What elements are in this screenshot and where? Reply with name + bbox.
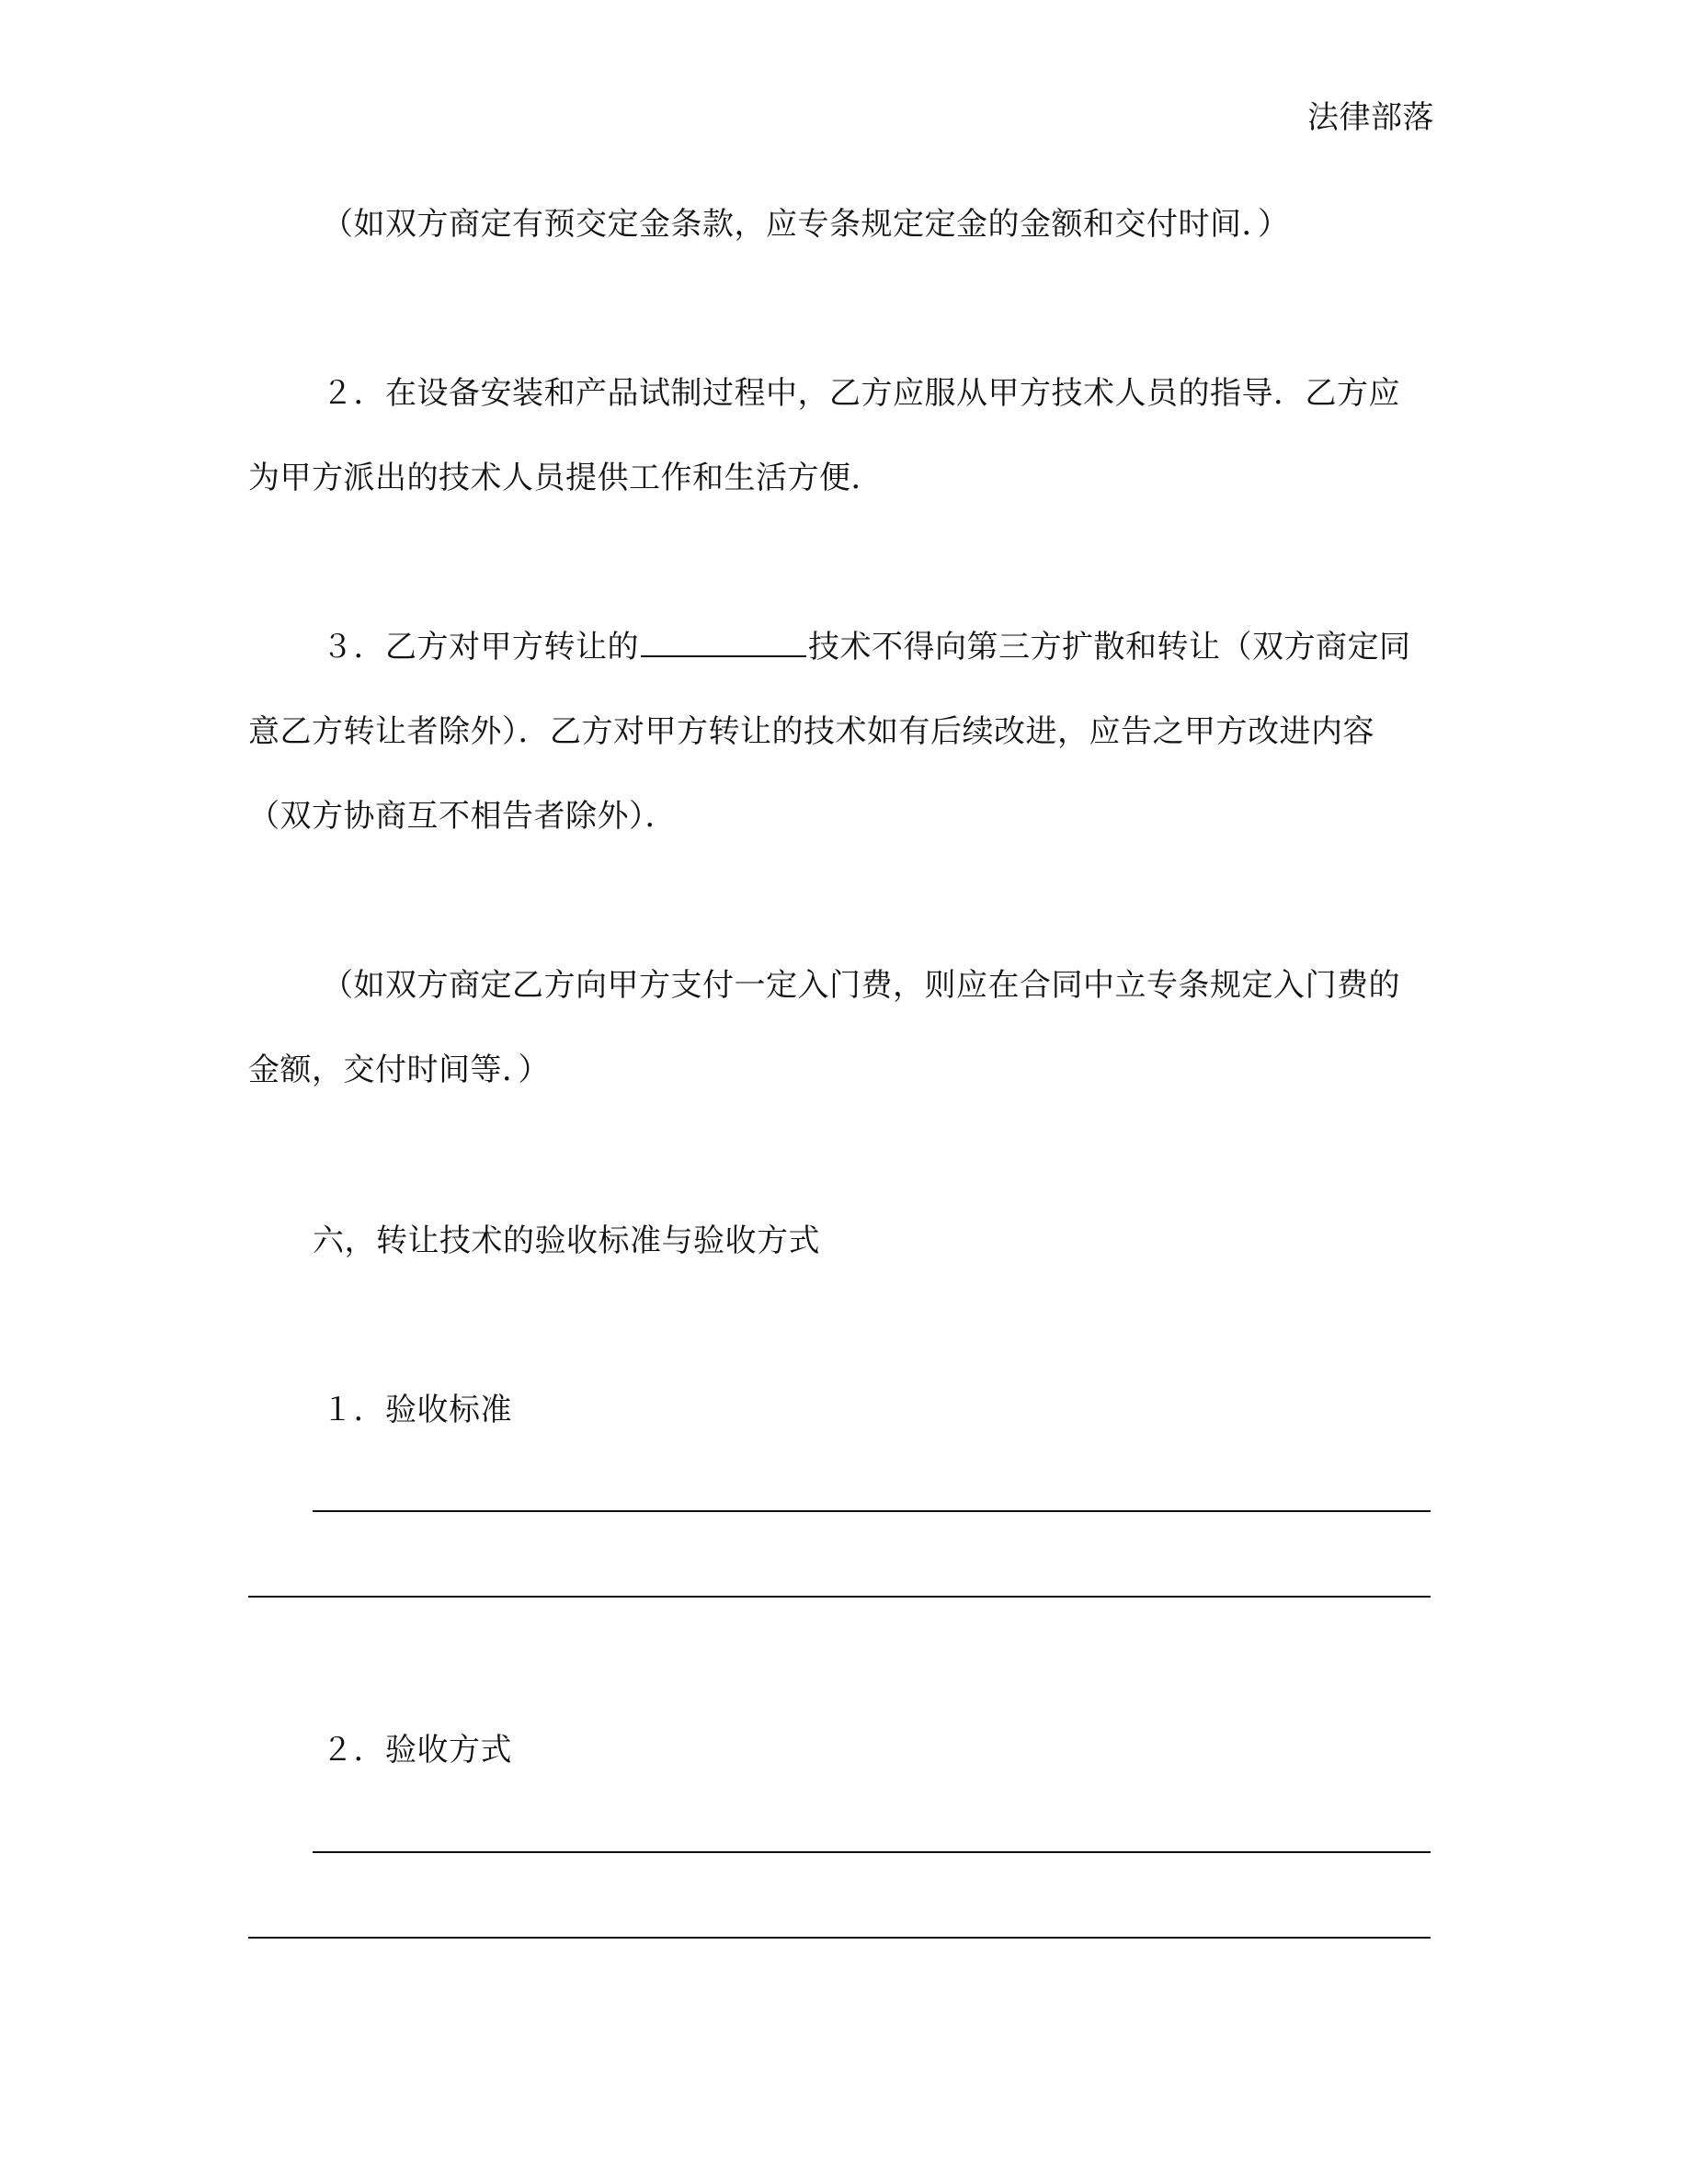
clause-2-line-2: 为甲方派出的技术人员提供工作和生活方便． <box>248 460 883 496</box>
clause-3-text-before-blank: ３．乙方对甲方转让的 <box>322 629 639 665</box>
note-entry-fee-line-1: （如双方商定乙方向甲方支付一定入门费，则应在合同中立专条规定入门费的 <box>322 967 1400 1004</box>
clause-3-line-1 <box>322 627 1411 667</box>
acceptance-standard-label: １．验收标准 <box>322 1392 512 1428</box>
clause-3-line-3: （双方协商互不相告者除外）． <box>248 798 677 835</box>
acceptance-standard-blank-line-2[interactable] <box>248 1596 1431 1598</box>
acceptance-standard-blank-line-1[interactable] <box>313 1510 1431 1512</box>
acceptance-method-label: ２．验收方式 <box>322 1732 512 1769</box>
acceptance-method-blank-line-2[interactable] <box>248 1937 1431 1939</box>
clause-3-line-2: 意乙方转让者除外）．乙方对甲方转让的技术如有后续改进，应告之甲方改进内容 <box>248 713 1374 750</box>
note-deposit: （如双方商定有预交定金条款，应专条规定定金的金额和交付时间．） <box>322 206 1290 243</box>
clause-3-text-after-blank: 技术不得向第三方扩散和转让（双方商定同 <box>808 629 1411 665</box>
clause-2-line-1: ２．在设备安装和产品试制过程中，乙方应服从甲方技术人员的指导．乙方应 <box>322 375 1400 412</box>
note-entry-fee-line-2: 金额，交付时间等．） <box>248 1052 550 1088</box>
header-brand: 法律部落 <box>1307 99 1434 136</box>
acceptance-method-blank-line-1[interactable] <box>313 1851 1431 1853</box>
technology-name-blank[interactable] <box>641 628 806 657</box>
section-6-heading: 六，转让技术的验收标准与验收方式 <box>313 1223 820 1259</box>
